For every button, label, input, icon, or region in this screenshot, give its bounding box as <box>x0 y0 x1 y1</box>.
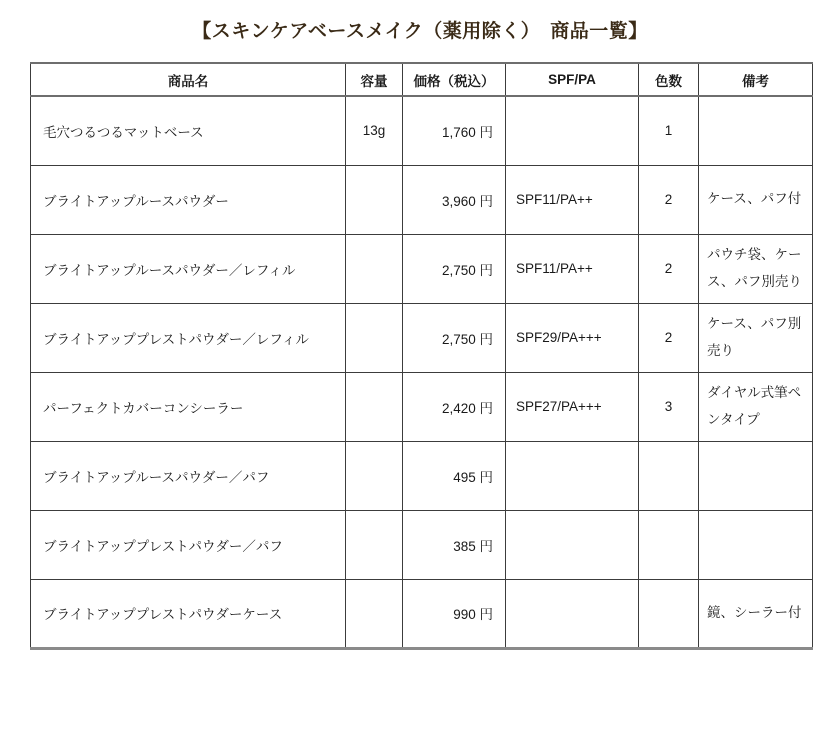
header-product-name: 商品名 <box>31 63 346 96</box>
color-count-cell <box>639 579 699 648</box>
volume-cell <box>346 579 403 648</box>
remarks-cell <box>699 441 813 510</box>
product-name-cell: パーフェクトカバーコンシーラー <box>31 372 346 441</box>
price-cell: 3,960 円 <box>403 165 506 234</box>
price-cell: 990 円 <box>403 579 506 648</box>
table-row <box>31 303 813 372</box>
header-volume: 容量 <box>346 63 403 96</box>
spf-pa-cell: SPF11/PA++ <box>506 234 639 303</box>
spf-pa-cell: SPF27/PA+++ <box>506 372 639 441</box>
price-cell: 495 円 <box>403 441 506 510</box>
page-title: 【スキンケアベースメイク（薬用除く） 商品一覧】 <box>192 21 648 42</box>
volume-cell <box>346 510 403 579</box>
header-spf-pa: SPF/PA <box>506 63 639 96</box>
price-cell: 2,420 円 <box>403 372 506 441</box>
remarks-cell: ケース、パフ別売り <box>699 303 813 372</box>
table-body <box>31 96 813 648</box>
color-count-cell <box>639 510 699 579</box>
color-count-cell: 3 <box>639 372 699 441</box>
volume-cell <box>346 165 403 234</box>
color-count-cell: 2 <box>639 234 699 303</box>
header-price: 価格（税込） <box>403 63 506 96</box>
product-name-cell: 毛穴つるつるマットベース <box>31 96 346 165</box>
remarks-cell <box>699 510 813 579</box>
spf-pa-cell <box>506 96 639 165</box>
table-row <box>31 510 813 579</box>
color-count-cell: 2 <box>639 165 699 234</box>
color-count-cell: 1 <box>639 96 699 165</box>
table-row <box>31 372 813 441</box>
volume-cell: 13g <box>346 96 403 165</box>
product-name-cell: ブライトアップルースパウダー／レフィル <box>31 234 346 303</box>
spf-pa-cell <box>506 579 639 648</box>
product-name-cell: ブライトアップルースパウダー <box>31 165 346 234</box>
color-count-cell <box>639 441 699 510</box>
table-row <box>31 441 813 510</box>
price-cell: 2,750 円 <box>403 234 506 303</box>
volume-cell <box>346 303 403 372</box>
remarks-cell: ケース、パフ付 <box>699 165 813 234</box>
product-name-cell: ブライトアッププレストパウダー／パフ <box>31 510 346 579</box>
color-count-cell: 2 <box>639 303 699 372</box>
product-name-cell: ブライトアッププレストパウダー／レフィル <box>31 303 346 372</box>
volume-cell <box>346 372 403 441</box>
table-row <box>31 165 813 234</box>
volume-cell <box>346 441 403 510</box>
product-name-cell: ブライトアッププレストパウダーケース <box>31 579 346 648</box>
table-row <box>31 234 813 303</box>
price-cell: 2,750 円 <box>403 303 506 372</box>
remarks-cell: 鏡、シーラー付 <box>699 579 813 648</box>
spf-pa-cell: SPF11/PA++ <box>506 165 639 234</box>
product-name-cell: ブライトアップルースパウダー／パフ <box>31 441 346 510</box>
header-color-count: 色数 <box>639 63 699 96</box>
spf-pa-cell <box>506 441 639 510</box>
spf-pa-cell: SPF29/PA+++ <box>506 303 639 372</box>
remarks-cell: ダイヤル式筆ペンタイプ <box>699 372 813 441</box>
price-cell: 1,760 円 <box>403 96 506 165</box>
remarks-cell: パウチ袋、ケース、パフ別売り <box>699 234 813 303</box>
table-header-row <box>31 63 813 96</box>
remarks-cell <box>699 96 813 165</box>
table-row <box>31 579 813 648</box>
spf-pa-cell <box>506 510 639 579</box>
table-row <box>31 96 813 165</box>
volume-cell <box>346 234 403 303</box>
header-remarks: 備考 <box>699 63 813 96</box>
price-cell: 385 円 <box>403 510 506 579</box>
product-table <box>30 62 813 650</box>
